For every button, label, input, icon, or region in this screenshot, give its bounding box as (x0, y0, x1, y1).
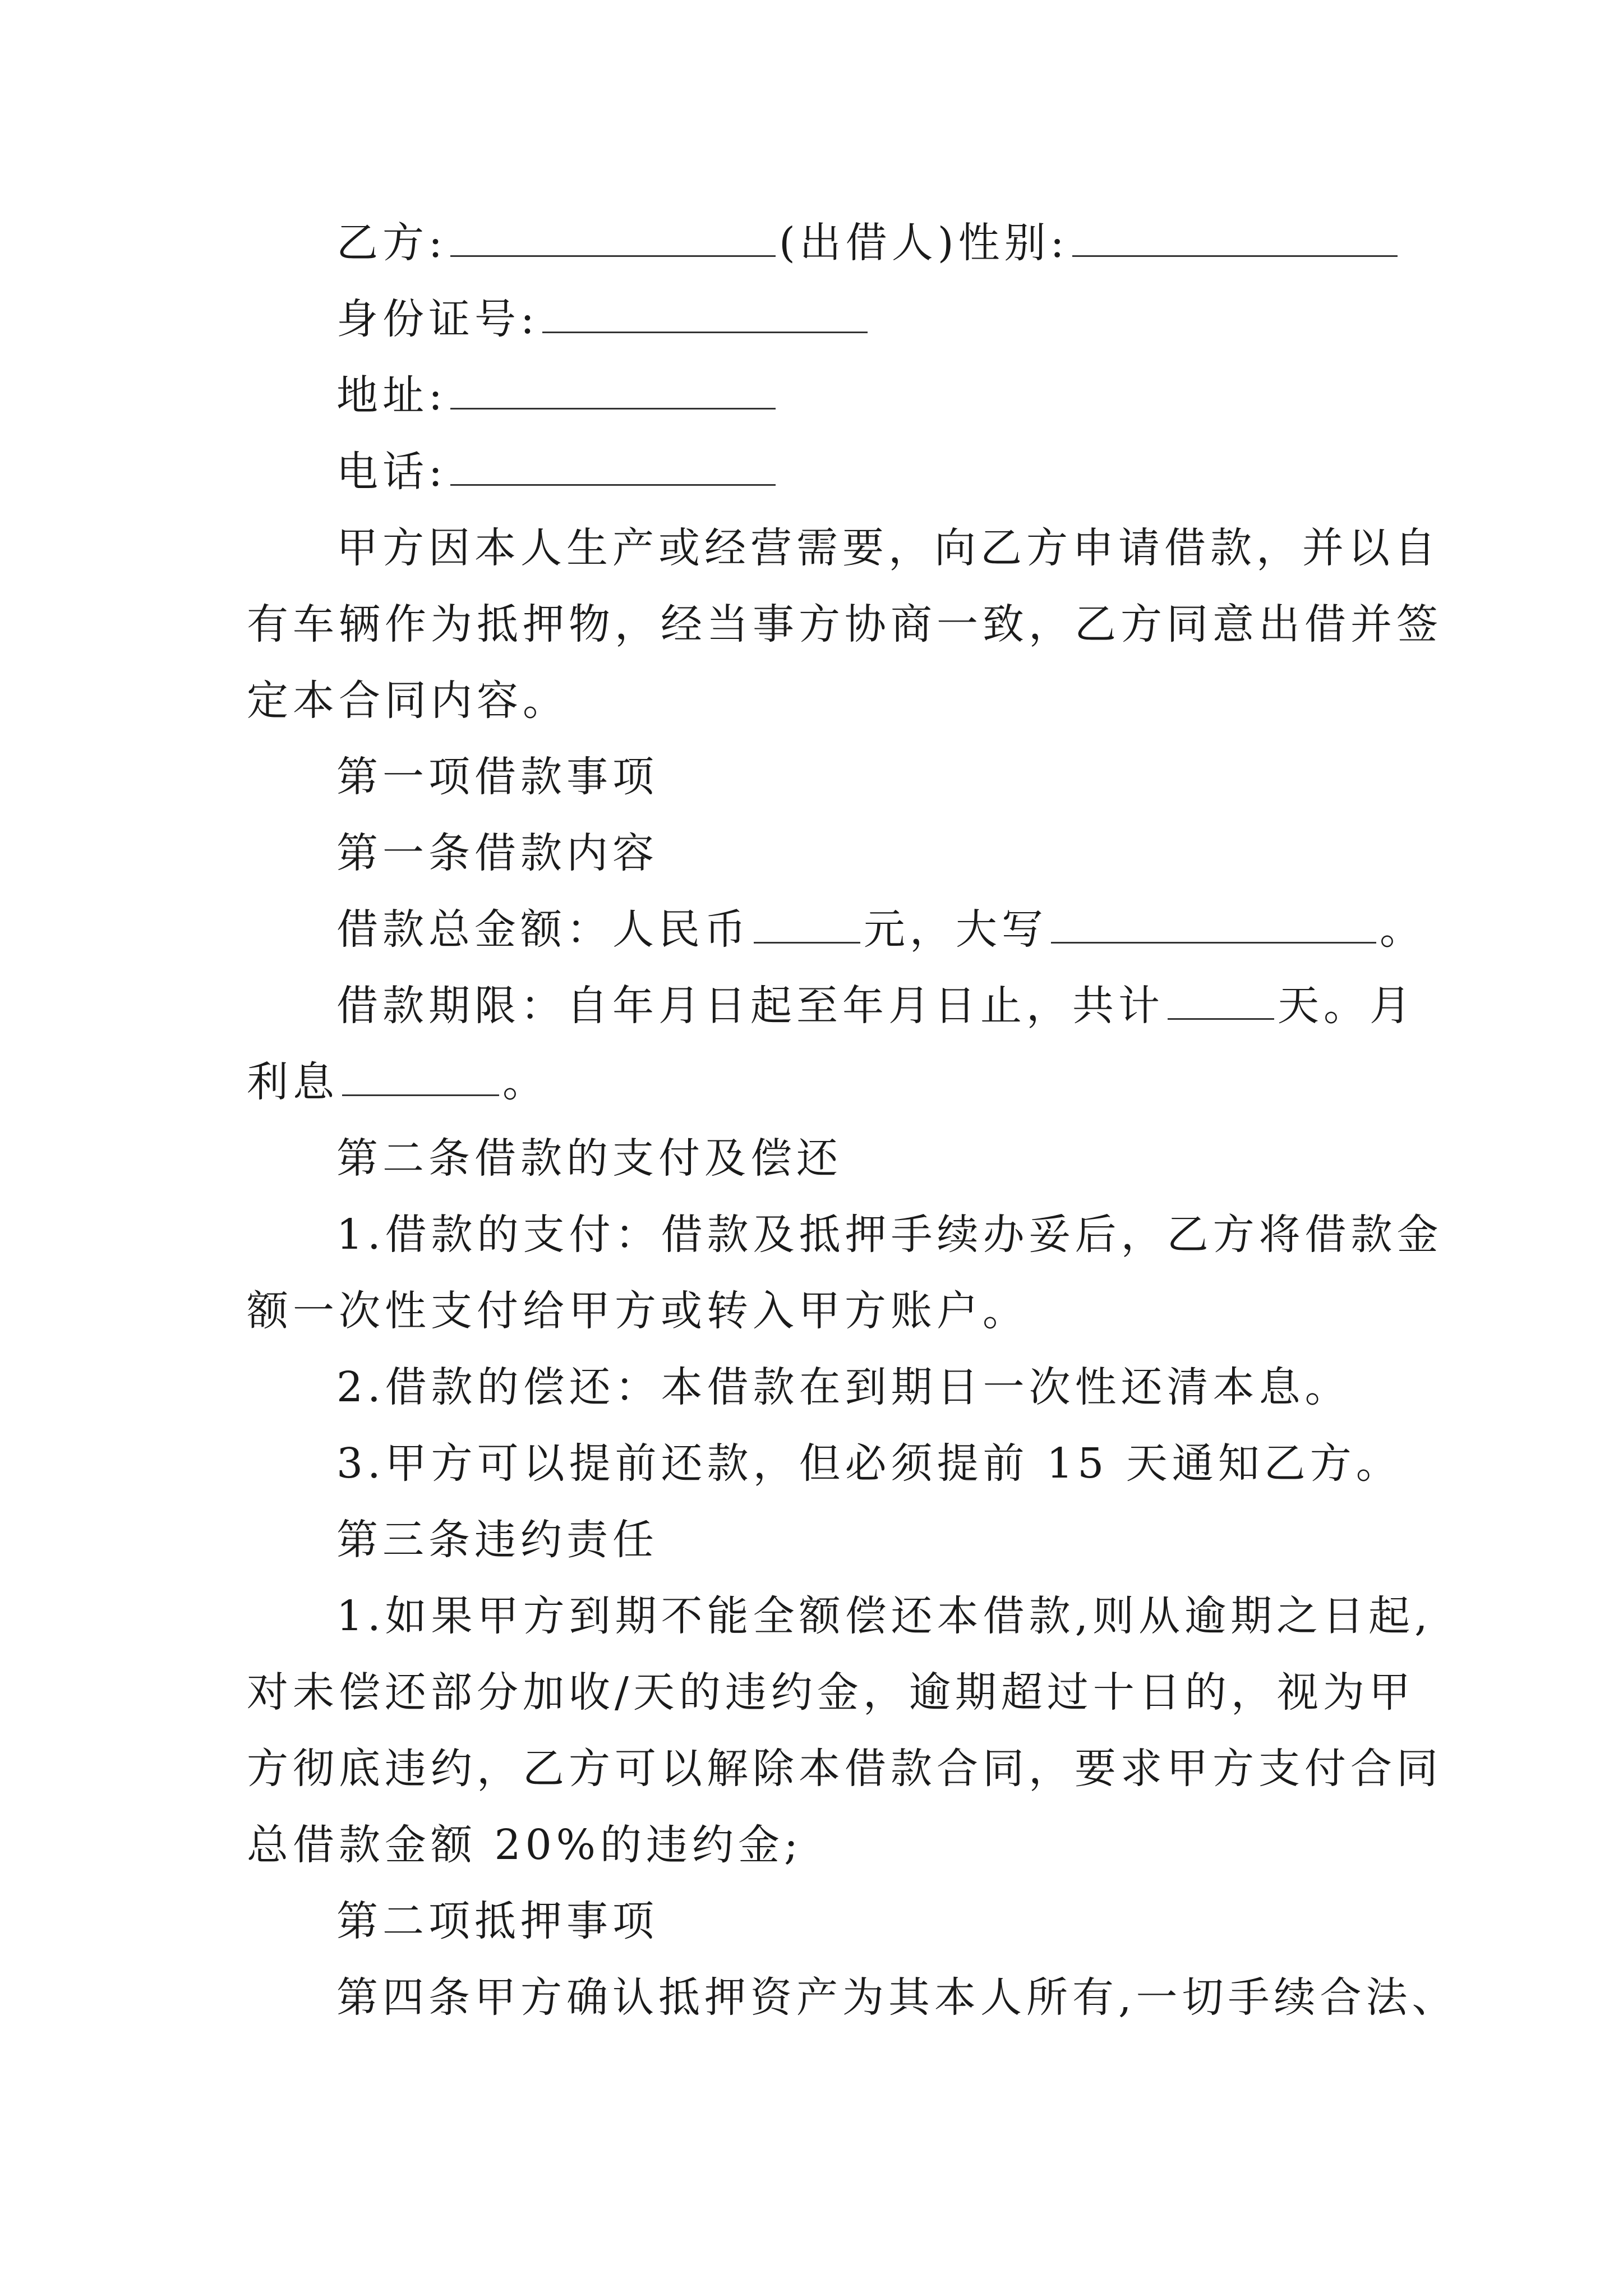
party-b-role: (出借人)性别: (778, 219, 1069, 267)
section1-title: 第一项借款事项 (336, 753, 658, 801)
id-blank (542, 296, 868, 333)
breach-1-line-1: 1.如果甲方到期不能全额偿还本借款,则从逾期之日起, (336, 1592, 1432, 1640)
phone-line (247, 434, 1391, 510)
gender-blank (1072, 219, 1398, 257)
address-blank (450, 372, 776, 409)
interest-label: 利息 (247, 1058, 339, 1106)
intro-line-3: 定本合同内容。 (247, 677, 569, 725)
term-suffix: 天。月 (1278, 982, 1415, 1030)
interest-suffix: 。 (502, 1058, 548, 1106)
article2-title: 第二条借款的支付及偿还 (336, 1134, 842, 1182)
article4-line: 第四条甲方确认抵押资产为其本人所有,一切手续合法、 (336, 1973, 1458, 2022)
article3-title: 第三条违约责任 (336, 1516, 658, 1564)
contract-body (247, 205, 1458, 2036)
amount-number-blank (754, 906, 860, 944)
address-line (247, 357, 1391, 434)
article1-title: 第一条借款内容 (336, 829, 658, 877)
intro-line-2: 有车辆作为抵押物，经当事方协商一致，乙方同意出借并签 (247, 600, 1442, 648)
party-b-label: 乙方: (336, 219, 447, 267)
payment-3: 3.甲方可以提前还款，但必须提前 15 天通知乙方。 (336, 1439, 1402, 1488)
address-label: 地址: (336, 371, 447, 420)
interest-blank (342, 1059, 499, 1096)
term-line-1 (247, 968, 1415, 1044)
party-b-line (247, 205, 1391, 281)
breach-1-line-4: 总借款金额 20%的违约金; (247, 1821, 803, 1869)
id-label: 身份证号: (336, 295, 539, 343)
payment-1-line-1: 1.借款的支付：借款及抵押手续办妥后，乙方将借款金 (336, 1211, 1443, 1259)
amount-suffix: 。 (1380, 905, 1426, 954)
phone-label: 电话: (336, 448, 447, 496)
amount-words-blank (1051, 906, 1376, 944)
intro-line-1: 甲方因本人生产或经营需要，向乙方申请借款，并以自 (336, 524, 1440, 572)
payment-1-line-2: 额一次性支付给甲方或转入甲方账户。 (247, 1287, 1029, 1335)
party-b-name-blank (450, 219, 776, 257)
breach-1-line-3: 方彻底违约，乙方可以解除本借款合同，要求甲方支付合同 (247, 1745, 1442, 1793)
amount-prefix: 借款总金额：人民币 (336, 905, 750, 954)
payment-2: 2.借款的偿还：本借款在到期日一次性还清本息。 (336, 1363, 1351, 1411)
amount-middle: 元，大写 (864, 905, 1048, 954)
phone-blank (450, 448, 776, 486)
amount-line (247, 891, 1426, 968)
term-days-blank (1168, 982, 1274, 1020)
breach-1-line-2: 对未偿还部分加收/天的违约金，逾期超过十日的，视为甲 (247, 1668, 1415, 1717)
term-prefix: 借款期限：自年月日起至年月日止，共计 (336, 982, 1164, 1030)
id-line (247, 281, 1391, 357)
term-line-2 (247, 1044, 1391, 1120)
section2-title: 第二项抵押事项 (336, 1897, 658, 1945)
